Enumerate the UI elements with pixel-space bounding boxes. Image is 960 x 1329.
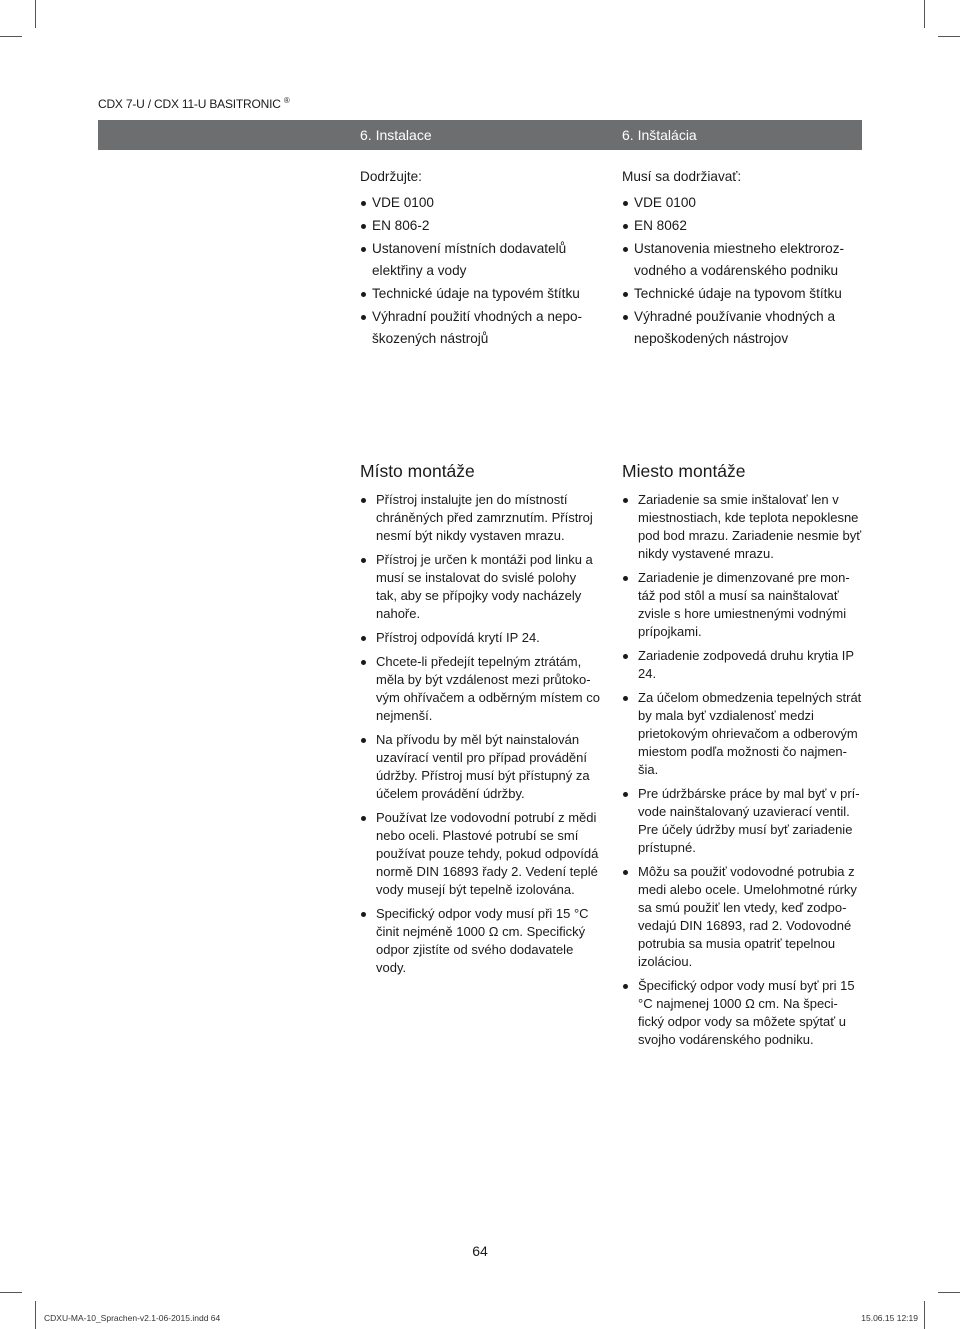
crop-mark <box>924 1301 925 1329</box>
crop-mark <box>938 36 960 37</box>
footer-file: CDXU-MA-10_Sprachen-v2.1-06-2015.indd 64 <box>44 1313 221 1323</box>
sk-mounting <box>622 459 862 1055</box>
list-item: Chcete-li předejít tepelným ztrátám, měla by být vzdálenost mezi průtoko-vým ohřívačem a odběrným místem co nejmenší. <box>360 653 600 725</box>
page-number: 64 <box>472 1243 488 1259</box>
list-item: Přístroj odpovídá krytí IP 24. <box>360 629 600 647</box>
registered-mark: ® <box>283 96 290 105</box>
sk-requirements-list <box>622 192 862 350</box>
cz-mounting-list <box>360 491 600 977</box>
cz-requirements-list <box>360 192 600 350</box>
list-item: Technické údaje na typovom štítku <box>622 283 862 305</box>
crop-mark <box>0 36 22 37</box>
cz-mounting-title: Místo montáže <box>360 461 475 481</box>
list-item: Môžu sa použiť vodovodné potrubia z medi alebo ocele. Umelohmotné rúrky sa smú použiť len vtedy, keď zodpo-vedajú DIN 16893, rad 2. Vodovodné potrubia sa musia opatriť tepelnou izoláciou. <box>622 863 862 971</box>
section-title-cz: 6. Instalace <box>360 127 432 143</box>
sk-intro: Musí sa dodržiavať: <box>622 169 742 184</box>
list-item: Zariadenie je dimenzované pre mon-táž pod stôl a musí sa nainštalovať zvisle s hore umiestnenými vodnými prípojkami. <box>622 569 862 641</box>
list-item: Technické údaje na typovém štítku <box>360 283 600 305</box>
list-item: Výhradné používanie vhodných a nepoškodených nástrojov <box>622 306 862 350</box>
section-title-sk: 6. Inštalácia <box>622 127 697 143</box>
list-item: Zariadenie sa smie inštalovať len v miestnostiach, kde teplota nepoklesne pod bod mrazu. Zariadenie nesmie byť nikdy vystavené mrazu. <box>622 491 862 563</box>
list-item: Na přívodu by měl být nainstalován uzavírací ventil pro případ provádění údržby. Přístroj musí být přístupný za účelem provádění údržby. <box>360 731 600 803</box>
list-item: VDE 0100 <box>622 192 862 214</box>
list-item: Za účelom obmedzenia tepelných strát by mala byť vzdialenosť medzi prietokovým ohrievačom a odberovým miestom podľa možnosti čo najmen-šia. <box>622 689 862 779</box>
crop-mark <box>35 1301 36 1329</box>
sk-requirements <box>622 166 862 351</box>
crop-mark <box>0 1292 22 1293</box>
list-item: Přístroj je určen k montáži pod linku a musí se instalovat do svislé polohy tak, aby se přípojky vody nacházely nahoře. <box>360 551 600 623</box>
list-item: Výhradní použití vhodných a nepo-škozených nástrojů <box>360 306 600 350</box>
list-item: EN 806-2 <box>360 215 600 237</box>
header-model <box>98 96 290 111</box>
footer-timestamp: 15.06.15 12:19 <box>861 1313 918 1323</box>
cz-mounting <box>360 459 600 983</box>
list-item: EN 8062 <box>622 215 862 237</box>
list-item: Přístroj instalujte jen do místností chráněných před zamrznutím. Přístroj nesmí být nikdy vystaven mrazu. <box>360 491 600 545</box>
sk-mounting-list <box>622 491 862 1049</box>
cz-requirements <box>360 166 600 351</box>
model-name: CDX 7-U / CDX 11-U BASITRONIC <box>98 97 281 111</box>
crop-mark <box>938 1292 960 1293</box>
list-item: Špecifický odpor vody musí byť pri 15 °C najmenej 1000 Ω cm. Na špeci-fický odpor vody sa môžete spýtať u svojho vodárenského podniku. <box>622 977 862 1049</box>
crop-mark <box>924 0 925 28</box>
crop-mark <box>35 0 36 28</box>
section-bar <box>98 120 862 150</box>
list-item: Ustanovení místních dodavatelů elektřiny a vody <box>360 238 600 282</box>
list-item: Ustanovenia miestneho elektroroz-vodného a vodárenského podniku <box>622 238 862 282</box>
list-item: Zariadenie zodpovedá druhu krytia IP 24. <box>622 647 862 683</box>
sk-mounting-title: Miesto montáže <box>622 461 746 481</box>
cz-intro: Dodržujte: <box>360 169 422 184</box>
list-item: Pre údržbárske práce by mal byť v prí-vode nainštalovaný uzavierací ventil. Pre účely údržby musí byť zariadenie prístupné. <box>622 785 862 857</box>
list-item: Specifický odpor vody musí při 15 °C činit nejméně 1000 Ω cm. Specifický odpor zjistíte od svého dodavatele vody. <box>360 905 600 977</box>
list-item: Používat lze vodovodní potrubí z mědi nebo oceli. Plastové potrubí se smí používat pouze tehdy, pokud odpovídá normě DIN 16893 řady 2. Vedení teplé vody musejí být tepelně izolována. <box>360 809 600 899</box>
list-item: VDE 0100 <box>360 192 600 214</box>
